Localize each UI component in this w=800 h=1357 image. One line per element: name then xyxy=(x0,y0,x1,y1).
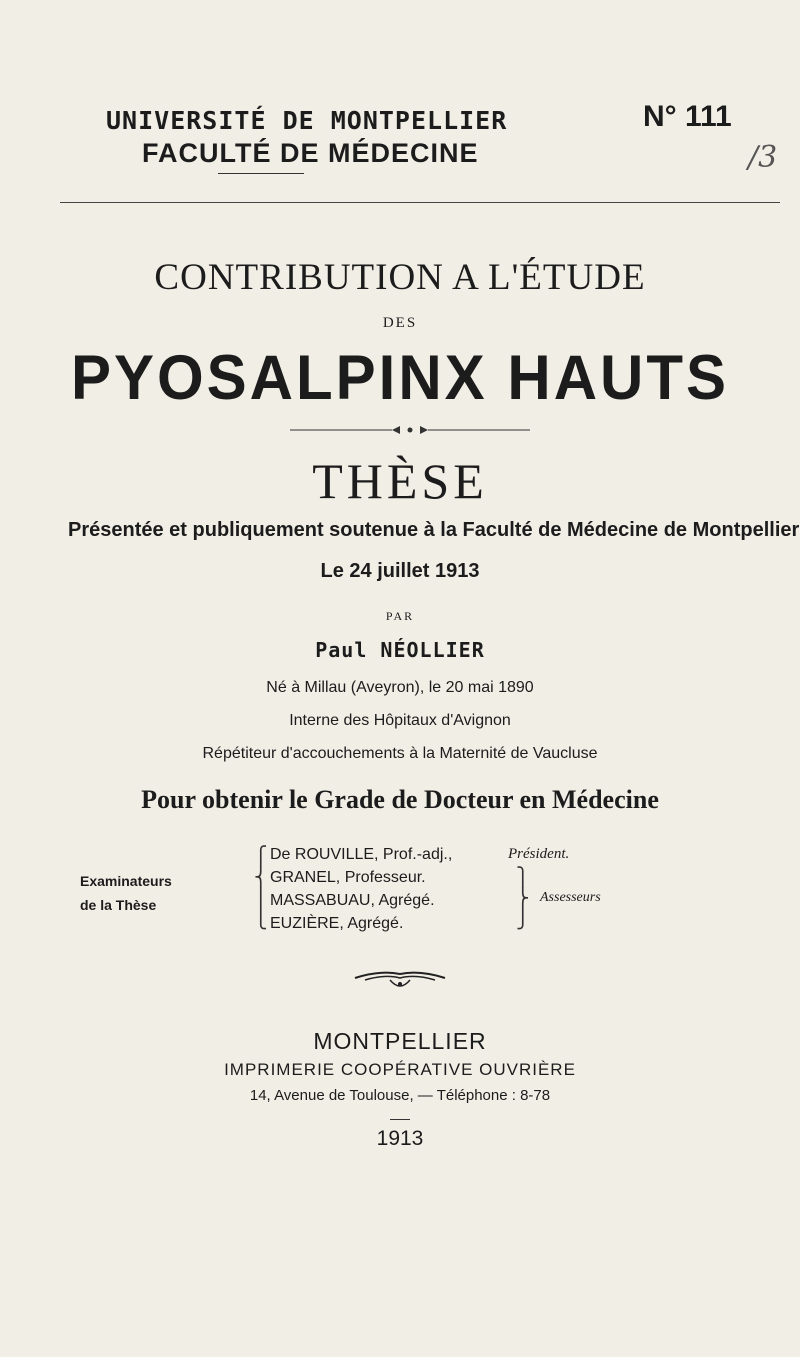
right-brace-icon: ⎭ xyxy=(516,909,530,929)
year-divider xyxy=(390,1119,410,1120)
jury-label-line-1: Examinateurs xyxy=(80,873,172,889)
author-birth: Né à Millau (Aveyron), le 20 mai 1890 xyxy=(266,679,534,696)
header-divider xyxy=(60,202,780,203)
jury-member: GRANEL, Professeur. xyxy=(270,869,426,886)
printer-name: IMPRIMERIE COOPÉRATIVE OUVRIÈRE xyxy=(224,1060,576,1079)
degree-statement: Pour obtenir le Grade de Docteur en Médecine xyxy=(141,785,659,814)
printer-ornament-icon xyxy=(350,968,450,994)
jury-member: De ROUVILLE, Prof.-adj., xyxy=(270,846,453,863)
by-label: PAR xyxy=(385,609,415,623)
defense-date: Le 24 juillet 1913 xyxy=(320,560,480,582)
title-main: PYOSALPINX HAUTS xyxy=(70,342,730,413)
publication-year: 1913 xyxy=(376,1127,424,1150)
author-name: Paul NÉOLLIER xyxy=(315,638,485,662)
presentation-statement: Présentée et publiquement soutenue à la Faculté de Médecine de Montpellier xyxy=(68,519,800,541)
left-brace-icon: ⎨ xyxy=(254,867,268,887)
right-brace-icon: ⎫ xyxy=(516,867,530,887)
ornament-divider-icon xyxy=(290,425,530,435)
printer-address: 14, Avenue de Toulouse, — Téléphone : 8-78 xyxy=(249,1087,551,1104)
president-role: Président. xyxy=(508,846,570,862)
university-name: UNIVERSITÉ DE MONTPELLIER xyxy=(106,106,508,135)
right-brace-icon: ⎬ xyxy=(516,888,530,908)
author-role-2: Répétiteur d'accouchements à la Maternité de Vaucluse xyxy=(202,745,598,762)
thesis-number: N° 111 xyxy=(643,100,732,133)
assessors-role: Assesseurs xyxy=(540,890,601,905)
underline-divider xyxy=(218,173,304,174)
jury-member: EUZIÈRE, Agrégé. xyxy=(270,915,404,932)
left-brace-icon: ⎩ xyxy=(254,909,268,929)
author-role-1: Interne des Hôpitaux d'Avignon xyxy=(289,712,511,729)
title-line-2: DES xyxy=(382,315,418,331)
thesis-heading: THÈSE xyxy=(312,453,488,509)
handwritten-mark: /3 xyxy=(748,140,778,175)
left-brace-icon: ⎧ xyxy=(254,846,268,866)
imprint-city: MONTPELLIER xyxy=(313,1028,487,1054)
left-brace-icon: ⎪ xyxy=(254,888,268,908)
title-line-1: CONTRIBUTION A L'ÉTUDE xyxy=(154,257,646,298)
faculty-name: FACULTÉ DE MÉDECINE xyxy=(142,138,479,168)
jury-member: MASSABUAU, Agrégé. xyxy=(270,892,435,909)
jury-label-line-2: de la Thèse xyxy=(80,897,157,913)
